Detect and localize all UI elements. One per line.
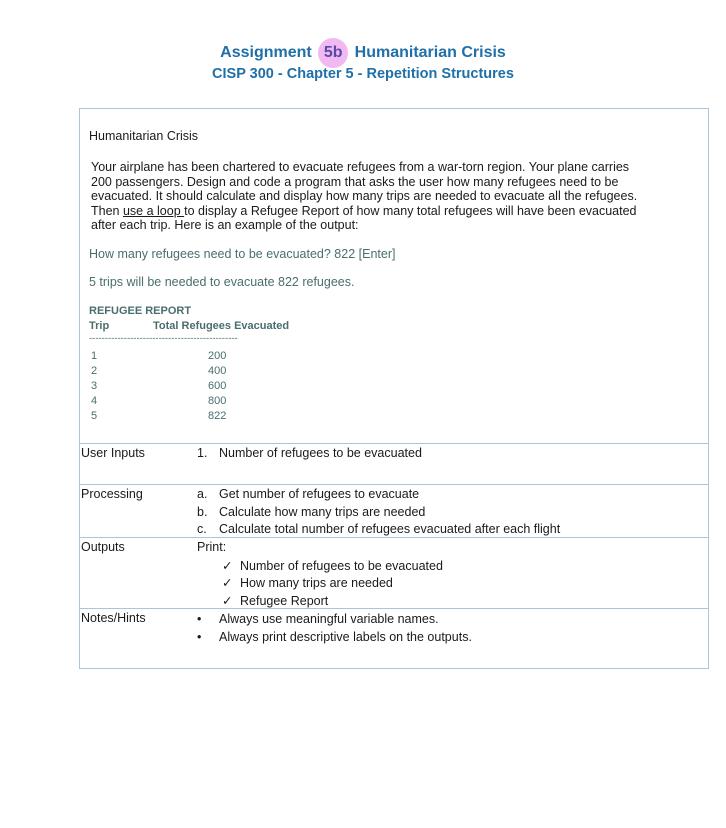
row-divider	[79, 537, 709, 538]
report-total: 800	[208, 395, 227, 407]
report-col-total: Total Refugees Evacuated	[153, 320, 290, 332]
report-divider: -----------------------------------------------	[89, 333, 238, 344]
checkmark-icon: ✓	[222, 576, 233, 590]
bullet-icon: •	[197, 612, 202, 626]
description-line: after each trip. Here is an example of the output:	[91, 218, 359, 233]
processing-label: Processing	[81, 487, 143, 501]
report-total: 822	[208, 410, 227, 422]
description-line: Then use a loop to display a Refugee Report of how many total refugees will have been evacuated	[91, 203, 637, 218]
processing-item: b. Calculate how many trips are needed	[197, 505, 426, 519]
report-total: 600	[208, 380, 227, 392]
row-divider	[79, 443, 709, 444]
report-total: 200	[208, 350, 227, 362]
user-inputs-label: User Inputs	[81, 446, 145, 460]
description-line: 200 passengers. Design and code a program that asks the user how many refugees need to be	[91, 174, 619, 189]
report-trip: 3	[91, 380, 98, 392]
description-line: Your airplane has been chartered to evacuate refugees from a war-torn region. Your plane carries	[91, 160, 630, 174]
description-line: evacuated. It should calculate and display how many trips are needed to evacuate all the refugees.	[91, 189, 638, 204]
report-trip: 1	[91, 350, 98, 362]
row-divider	[79, 608, 709, 609]
use-a-loop-emphasis: use a loop	[122, 203, 185, 218]
checkmark-icon: ✓	[222, 559, 233, 573]
checkmark-icon: ✓	[222, 594, 233, 608]
sample-result: 5 trips will be needed to evacuate 822 refugees.	[89, 275, 355, 289]
processing-item: a. Get number of refugees to evacuate	[197, 487, 420, 501]
output-item: ✓ How many trips are needed	[222, 576, 393, 590]
problem-description	[91, 160, 691, 233]
row-divider	[79, 484, 709, 485]
outputs-label: Outputs	[81, 540, 125, 554]
output-item: ✓ Refugee Report	[222, 594, 329, 608]
note-item: • Always print descriptive labels on the outputs.	[197, 630, 472, 644]
report-trip: 5	[91, 410, 98, 422]
sample-prompt: How many refugees need to be evacuated? 822 [Enter]	[89, 247, 396, 261]
bullet-icon: •	[197, 630, 202, 644]
report-total: 400	[208, 365, 227, 377]
report-trip: 2	[91, 365, 98, 377]
notes-hints-label: Notes/Hints	[81, 611, 146, 625]
note-item: • Always use meaningful variable names.	[197, 612, 439, 626]
problem-heading: Humanitarian Crisis	[89, 129, 199, 143]
report-trip: 4	[91, 395, 98, 407]
assignment-number-badge: 5b	[318, 38, 348, 68]
output-item: ✓ Number of refugees to be evacuated	[222, 559, 443, 573]
course-subtitle: CISP 300 - Chapter 5 - Repetition Structures	[212, 66, 514, 82]
report-col-trip: Trip	[89, 320, 110, 332]
assignment-topic: Humanitarian Crisis	[354, 44, 506, 61]
outputs-intro: Print:	[197, 540, 227, 554]
assignment-title	[0, 38, 726, 68]
input-item: 1. Number of refugees to be evacuated	[197, 446, 422, 460]
report-title: REFUGEE REPORT	[89, 305, 192, 317]
processing-item: c. Calculate total number of refugees evacuated after each flight	[197, 522, 561, 536]
assignment-word: Assignment	[220, 44, 312, 61]
